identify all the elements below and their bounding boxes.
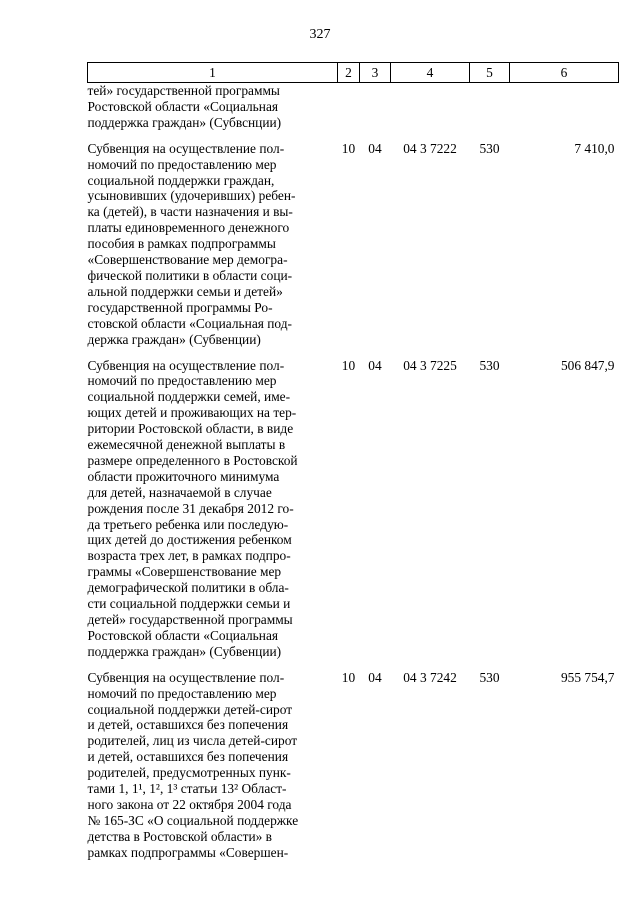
table-row <box>88 131 619 348</box>
desc-line: возраста трех лет, в рамках подпро- <box>87 548 291 564</box>
desc-line: номочий по предоставлению мер <box>87 156 277 172</box>
desc-line: детей» государственной программы <box>87 612 293 627</box>
desc-line: ного закона от 22 октября 2004 года <box>87 796 292 812</box>
desc-line: ка (детей), в части назначения и вы- <box>87 204 293 220</box>
subsection-code: 04 <box>368 669 382 685</box>
header-row <box>88 63 619 83</box>
table-row <box>88 348 619 660</box>
desc-line: фической политики в области соци- <box>87 267 293 283</box>
row-description <box>88 660 338 861</box>
desc-line: № 165-ЗС «О социальной поддержке <box>87 812 299 828</box>
header-col-6: 6 <box>510 63 619 83</box>
section-code: 10 <box>341 357 356 373</box>
desc-line: Субвенция на осуществление пол- <box>87 357 285 373</box>
target-article-code: 04 3 7222 <box>403 140 457 156</box>
page-number: 327 <box>309 27 331 42</box>
row-description <box>88 83 338 131</box>
desc-line: стовской области «Социальная под- <box>87 315 293 331</box>
desc-line: Субвенция на осуществление пол- <box>87 669 285 685</box>
desc-line: платы единовременного денежного <box>87 220 290 236</box>
desc-line: области прожиточного минимума <box>87 468 280 484</box>
desc-line: социальной поддержки семей, име- <box>87 389 291 405</box>
desc-line: и детей, оставшихся без попечения <box>87 717 289 733</box>
desc-line: ющих детей и проживающих на тер- <box>87 405 297 421</box>
desc-line: держка граждан» (Субвенции) <box>87 331 261 347</box>
desc-line: и детей, оставшихся без попечения <box>87 749 289 765</box>
expense-type-code: 530 <box>479 357 500 373</box>
desc-line: номочий по предоставлению мер <box>87 685 277 701</box>
section-code <box>338 83 360 131</box>
subsection-code: 04 <box>368 357 382 373</box>
desc-line: поддержка граждан» (Субвенции) <box>87 643 282 659</box>
desc-line: да третьего ребенка или последую- <box>87 516 289 532</box>
desc-line: Ростовской области «Социальная <box>87 627 279 643</box>
row-description <box>88 131 338 348</box>
amount: 7 410,0 <box>574 140 615 156</box>
desc-line: тей» государственной программы <box>87 83 280 98</box>
desc-line: пособия в рамках подпрограммы <box>87 236 276 252</box>
desc-line: граммы «Совершенствование мер <box>87 564 282 580</box>
desc-line: щих детей до достижения ребенком <box>87 532 292 548</box>
section-code: 10 <box>341 140 356 156</box>
header-col-5: 5 <box>470 63 510 83</box>
desc-line: тами 1, 1¹, 1², 1³ статьи 13² Област- <box>87 781 287 797</box>
desc-line: поддержка граждан» (Субвснции) <box>87 114 282 130</box>
header-col-1: 1 <box>88 63 338 83</box>
table-row <box>88 660 619 861</box>
expense-type-code: 530 <box>479 140 500 156</box>
desc-line: Субвенция на осуществление пол- <box>87 140 285 156</box>
desc-line: социальной поддержки граждан, <box>87 172 275 188</box>
desc-line: рождения после 31 декабря 2012 го- <box>87 500 294 516</box>
amount <box>510 83 619 131</box>
desc-line: «Совершенствование мер демогра- <box>87 252 288 268</box>
desc-line: сти социальной поддержки семьи и <box>87 596 291 612</box>
desc-line: для детей, назначаемой в случае <box>87 484 272 500</box>
desc-line: рамках подпрограммы «Совершен- <box>87 844 289 860</box>
section-code: 10 <box>341 669 356 685</box>
expense-type-code <box>470 83 510 131</box>
table-row <box>88 83 619 131</box>
desc-line: усыновивших (удочеривших) ребен- <box>87 188 296 204</box>
desc-line: социальной поддержки детей-сирот <box>87 701 293 717</box>
desc-line: родителей, лиц из числа детей-сирот <box>87 733 298 749</box>
subsection-code <box>360 83 391 131</box>
desc-line: ежемесячной денежной выплаты в <box>87 437 286 453</box>
desc-line: демографической политики в обла- <box>87 580 289 596</box>
expense-type-code: 530 <box>479 669 500 685</box>
header-col-4: 4 <box>391 63 470 83</box>
header-col-3: 3 <box>360 63 391 83</box>
budget-table <box>87 62 619 861</box>
desc-line: детства в Ростовской области» в <box>87 828 272 844</box>
target-article-code <box>391 83 470 131</box>
amount: 955 754,7 <box>560 669 615 685</box>
header-col-2: 2 <box>338 63 360 83</box>
subsection-code: 04 <box>368 140 382 156</box>
desc-line: альной поддержки семьи и детей» <box>87 283 283 299</box>
desc-line: номочий по предоставлению мер <box>87 373 277 389</box>
desc-line: родителей, предусмотренных пунк- <box>87 765 291 781</box>
amount: 506 847,9 <box>560 357 615 373</box>
row-description <box>88 348 338 660</box>
target-article-code: 04 3 7225 <box>403 357 457 373</box>
desc-line: ритории Ростовской области, в виде <box>87 421 294 437</box>
target-article-code: 04 3 7242 <box>403 669 457 685</box>
desc-line: размере определенного в Ростовской <box>87 452 298 468</box>
desc-line: Ростовской области «Социальная <box>87 98 279 114</box>
desc-line: государственной программы Ро- <box>87 299 273 315</box>
